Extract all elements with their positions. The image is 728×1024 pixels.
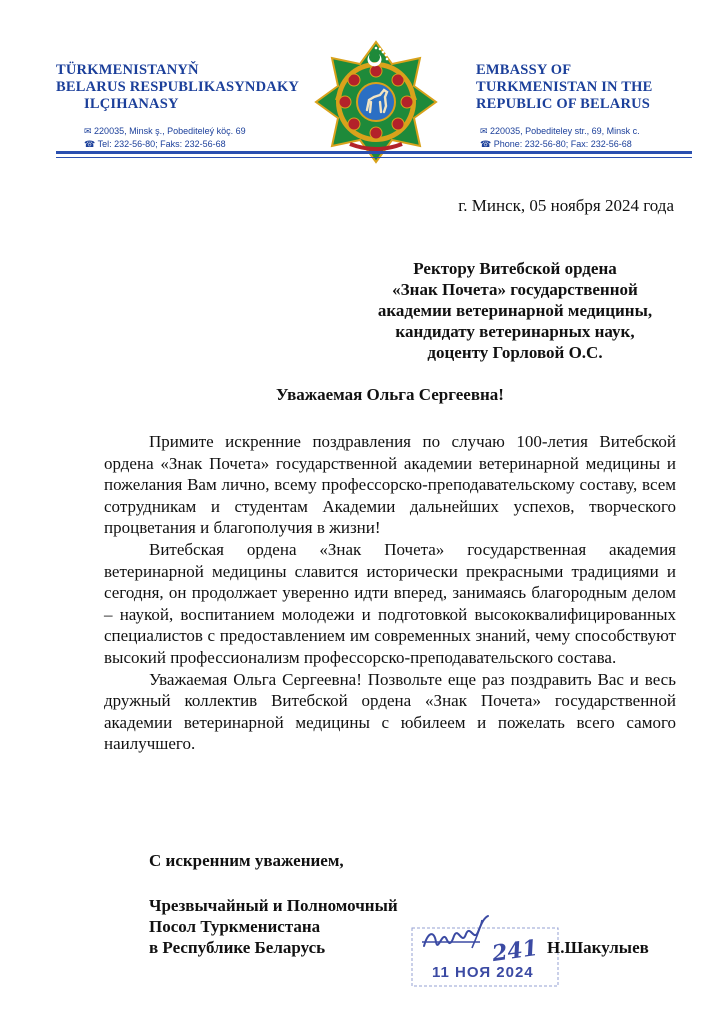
envelope-icon: ✉ [480, 126, 491, 136]
stamp-date: 11 НОЯ 2024 [432, 964, 534, 981]
signature-title-line-1: Чрезвычайный и Полномочный [149, 896, 398, 915]
letterhead-right-phone: Phone: 232-56-80; Fax: 232-56-68 [493, 139, 632, 149]
letterhead-right-line-2: TURKMENISTAN IN THE [476, 79, 653, 95]
signature-title-block [149, 895, 398, 958]
letterhead-right [476, 62, 716, 151]
greeting: Уважаемая Ольга Сергеевна! [276, 385, 504, 404]
phone-icon: ☎ [480, 139, 494, 149]
letterhead-right-phone-row [476, 138, 716, 151]
addressee-line-2: «Знак Почета» государственной [392, 280, 638, 299]
letterhead-left-address-row [56, 125, 306, 138]
stamp-number: 241 [490, 934, 540, 968]
letter-body [104, 431, 676, 755]
letterhead-right-address-row [476, 125, 716, 138]
letterhead-left-phone-row [56, 138, 306, 151]
handwritten-signature [418, 912, 498, 962]
letterhead-left-line-2: BELARUS RESPUBLIKASYNDAKY [56, 79, 300, 95]
letterhead-left-line-3: ILÇIHANASY [84, 96, 179, 112]
letterhead-left-phone: Tel: 232-56-80; Faks: 232-56-68 [97, 139, 226, 149]
envelope-icon: ✉ [84, 126, 95, 136]
addressee-line-1: Ректору Витебской ордена [413, 259, 617, 278]
letter-date: г. Минск, 05 ноября 2024 года [458, 196, 674, 215]
letterhead-right-address: 220035, Pobediteley str., 69, Minsk c. [490, 126, 640, 136]
header-divider-thick [56, 151, 692, 154]
letterhead-left-address: 220035, Minsk ş., Pobediteleý köç. 69 [94, 126, 246, 136]
paragraph-2: Витебская ордена «Знак Почета» государственная академия ветеринарной медицины славится исторически прекрасными традициями и сегодня, он продолжает уверенно идти вперед, занимаясь благородным делом – наукой, воспитанием молодежи и подготовкой высококвалифицированных специалистов с предоставлением им современных знаний, чему способствуют высокий профессионализм профессорско-преподавательского состава. [104, 539, 676, 667]
closing-phrase: С искренним уважением, [149, 851, 344, 870]
addressee-block [330, 258, 700, 363]
paragraph-1: Примите искренние поздравления по случаю 100-летия Витебской ордена «Знак Почета» государственной академии ветеринарной медицины и пожелания Вам лично, всему профессорско-преподавательскому составу, всем сотрудникам и студентам Академии дальнейших успехов, творческого процветания и благополучия в жизни! [104, 432, 676, 538]
letterhead-left-line-1: TÜRKMENISTANYŇ [56, 62, 199, 78]
addressee-line-5: доценту Горловой О.С. [427, 343, 603, 362]
signature-title-line-2: Посол Туркменистана [149, 917, 321, 936]
letterhead-left [56, 62, 306, 151]
signature-title-line-3: в Республике Беларусь [149, 938, 326, 957]
phone-icon: ☎ [84, 139, 98, 149]
addressee-line-3: академии ветеринарной медицины, [377, 301, 653, 320]
signer-name: Н.Шакулыев [547, 938, 649, 957]
letterhead-right-line-3: REPUBLIC OF BELARUS [476, 96, 651, 112]
turkmenistan-emblem-icon [314, 40, 438, 164]
paragraph-3: Уважаемая Ольга Сергеевна! Позвольте еще раз поздравить Вас и весь дружный коллектив Витебской ордена «Знак Почета» государственной академии ветеринарной медицины с юбилеем и пожелать всего самого наилучшего. [104, 669, 676, 754]
letterhead-right-line-1: EMBASSY OF [476, 62, 572, 78]
addressee-line-4: кандидату ветеринарных наук, [395, 322, 635, 341]
header-divider-thin [56, 157, 692, 158]
